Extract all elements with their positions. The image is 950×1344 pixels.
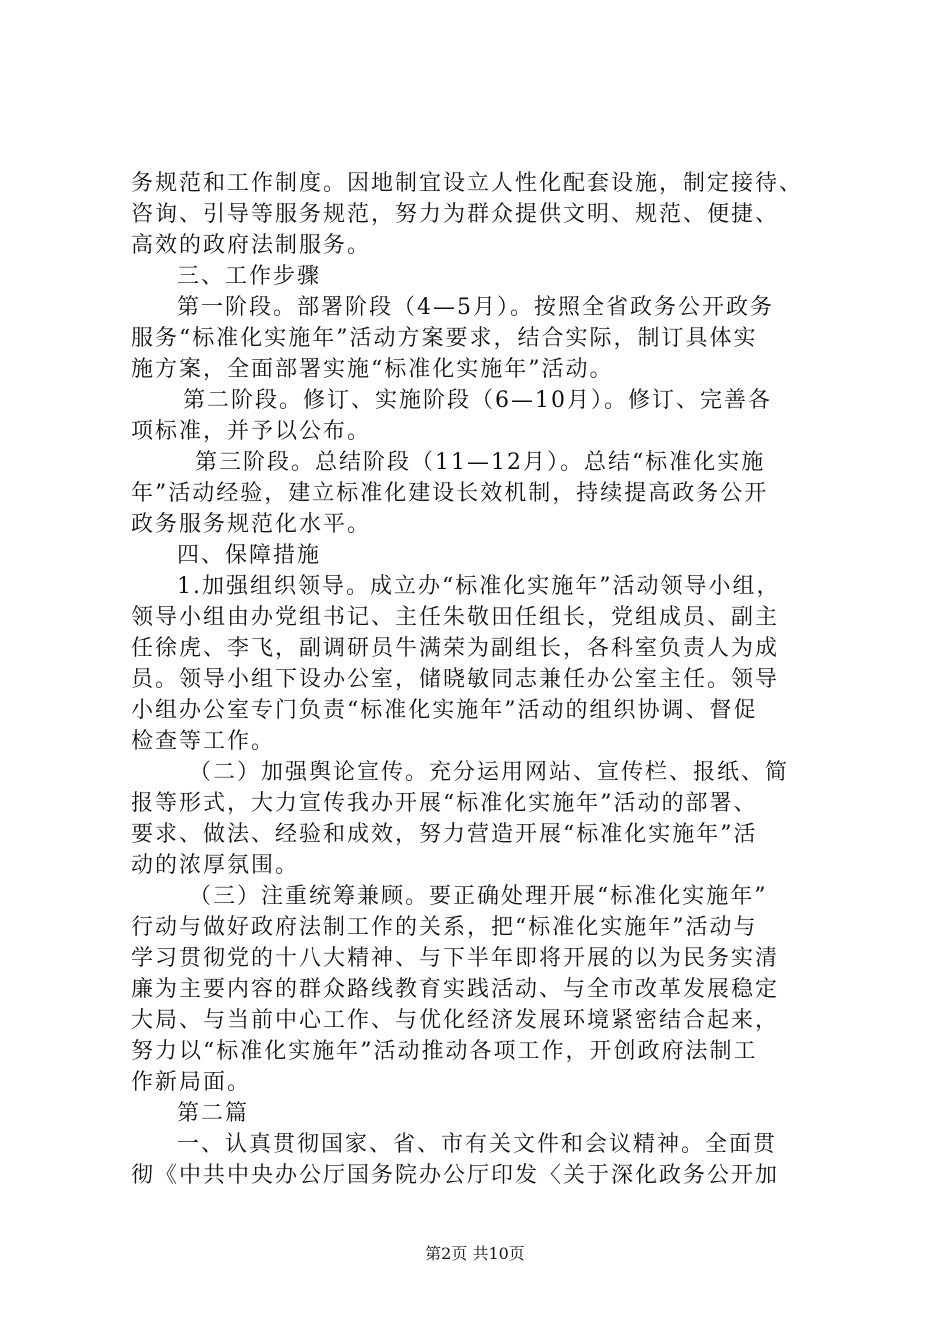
text-line: 高效的政府法制服务。 — [131, 233, 372, 258]
text-line: 一、认真贯彻国家、省、市有关文件和会议精神。全面贯 — [177, 1132, 778, 1157]
text-line: 员。领导小组下设办公室，储晓敏同志兼任办公室主任。领导 — [131, 667, 780, 692]
document-body — [131, 168, 831, 1191]
text-line: 第三阶段。总结阶段（11—12月）。总结“标准化实施 — [195, 450, 766, 475]
text-line: 第二阶段。修订、实施阶段（6—10月）。修订、完善各 — [183, 388, 772, 413]
text-line: 作新局面。 — [131, 1070, 252, 1095]
text-line: 咨询、引导等服务规范，努力为群众提供文明、规范、便捷、 — [131, 202, 780, 227]
text-line: 彻《中共中央办公厅国务院办公厅印发〈关于深化政务公开加 — [131, 1163, 780, 1188]
text-line: （三）注重统筹兼顾。要正确处理开展“标准化实施年” — [189, 884, 768, 909]
text-line: 廉为主要内容的群众路线教育实践活动、与全市改革发展稳定 — [131, 977, 780, 1002]
text-line: 第一阶段。部署阶段（4—5月）。按照全省政务公开政务 — [177, 295, 774, 320]
text-line: 政务服务规范化水平。 — [131, 512, 372, 537]
text-line: 任徐虎、李飞，副调研员牛满荣为副组长，各科室负责人为成 — [131, 636, 780, 661]
text-line: 项标准，并予以公布。 — [131, 419, 372, 444]
text-line: 行动与做好政府法制工作的关系，把“标准化实施年”活动与 — [131, 915, 758, 940]
text-line: 服务“标准化实施年”活动方案要求，结合实际，制订具体实 — [131, 326, 758, 351]
text-line: 检查等工作。 — [131, 729, 276, 754]
text-line: 大局、与当前中心工作、与优化经济发展环境紧密结合起来， — [131, 1008, 780, 1033]
text-line: 努力以“标准化实施年”活动推动各项工作，开创政府法制工 — [131, 1039, 758, 1064]
text-line: 务规范和工作制度。因地制宜设立人性化配套设施，制定接待、 — [131, 171, 804, 196]
section-heading: 三、工作步骤 — [177, 264, 322, 289]
text-line: 要求、做法、经验和成效，努力营造开展“标准化实施年”活 — [131, 822, 758, 847]
text-line: 动的浓厚氛围。 — [131, 853, 300, 878]
text-line: 年”活动经验，建立标准化建设长效机制，持续提高政务公开 — [131, 481, 769, 506]
text-line: 施方案，全面部署实施“标准化实施年”活动。 — [131, 357, 614, 382]
page-number-footer: 第2页 共10页 — [425, 1244, 525, 1263]
section-heading: 第二篇 — [177, 1101, 250, 1126]
text-line: 报等形式，大力宣传我办开展“标准化实施年”活动的部署、 — [131, 791, 758, 816]
text-line: 领导小组由办党组书记、主任朱敬田任组长，党组成员、副主 — [131, 605, 780, 630]
text-line: 学习贯彻党的十八大精神、与下半年即将开展的以为民务实清 — [131, 946, 780, 971]
section-heading: 四、保障措施 — [177, 543, 322, 568]
text-line: 小组办公室专门负责“标准化实施年”活动的组织协调、督促 — [131, 698, 758, 723]
text-line: （二）加强舆论宣传。充分运用网站、宣传栏、报纸、简 — [189, 760, 790, 785]
text-line: 1.加强组织领导。成立办“标准化实施年”活动领导小组， — [177, 574, 781, 599]
